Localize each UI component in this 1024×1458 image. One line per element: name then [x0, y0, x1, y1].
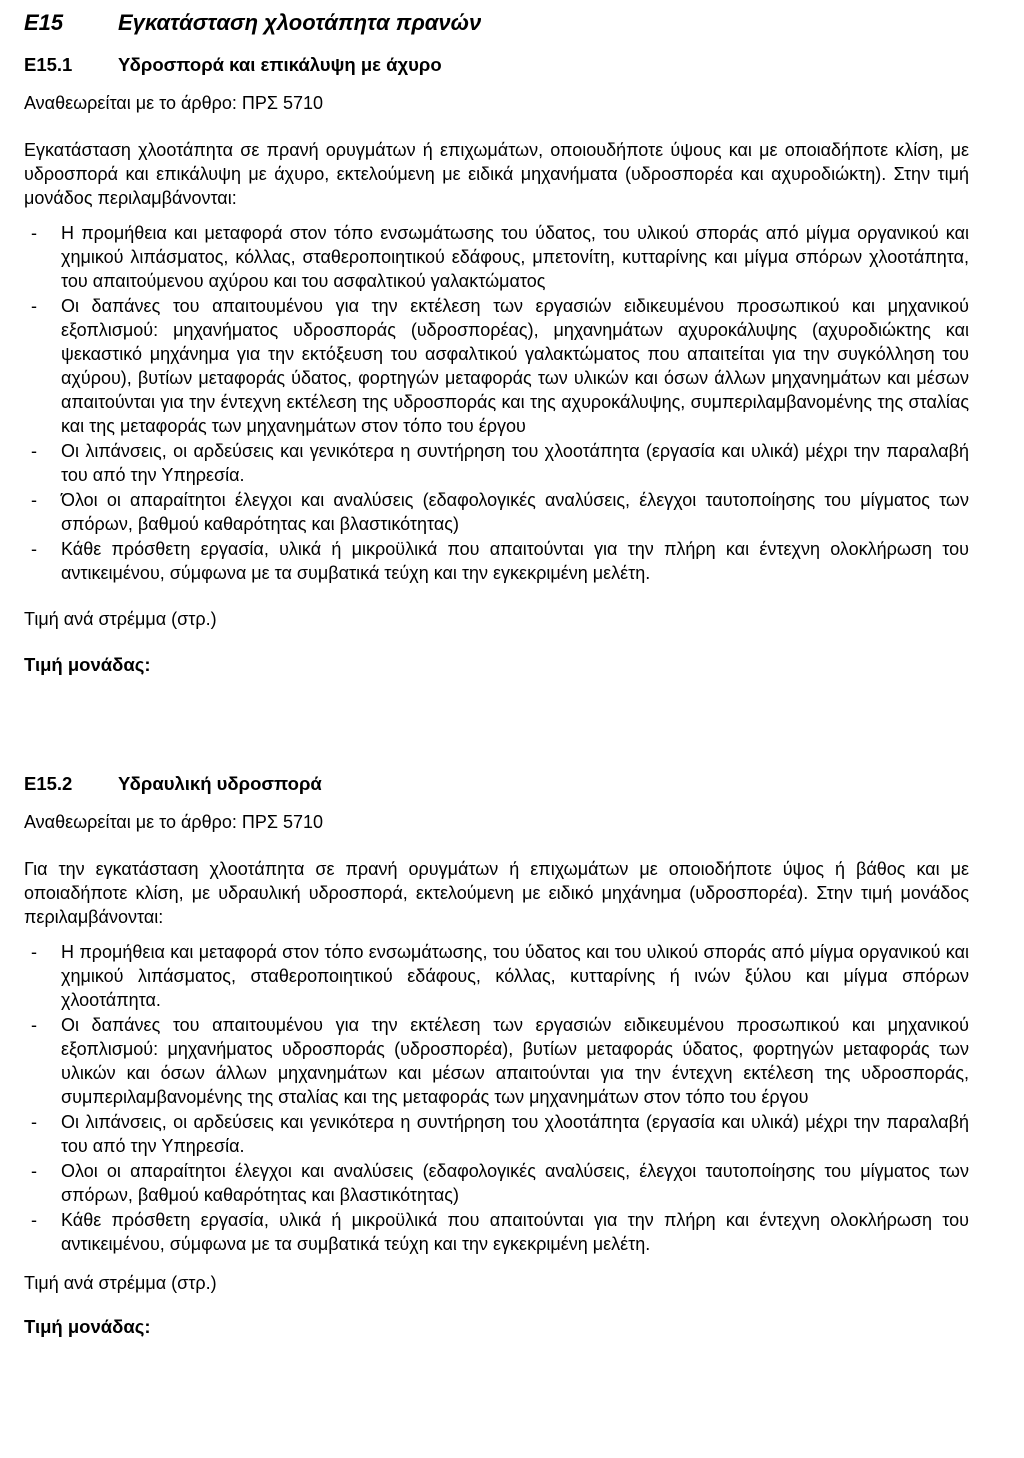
dash-bullet: - — [31, 942, 37, 962]
document-page — [24, 8, 969, 1339]
list-item: - Οι δαπάνες του απαιτουμένου για την εκτέλεση των εργασιών ειδικευμένου προσωπικού και μηχανικού εξοπλισμού: μηχανήματος υδροσποράς (υδροσπορέα), βυτίων μεταφοράς ύδατος, φορτηγών μεταφοράς των υλικών και όσων άλλων μηχανημάτων και μέσων απαιτούνται για την έντεχνη εκτέλεση της υδροσποράς, συμπεριλαμβανομένης της σταλίας και της μεταφοράς των μηχανημάτων στον τόπο του έργου — [24, 1013, 969, 1109]
included-items-list — [24, 940, 969, 1256]
section-code: E15.2 — [24, 773, 73, 794]
unit-of-measure: Τιμή ανά στρέμμα (στρ.) — [24, 609, 217, 629]
section-e15-2 — [24, 769, 969, 1339]
section-heading — [24, 50, 969, 80]
chapter-title: Εγκατάσταση χλοοτάπητα πρανών — [118, 10, 482, 35]
list-item: - Η προμήθεια και μεταφορά στον τόπο ενσωμάτωσης, του ύδατος και του υλικού σποράς από μίγμα οργανικού και χημικού λιπάσματος, σταθεροποιητικού εδάφους, κόλλας, κυτταρίνης ή ινών ξύλου και μίγμα σπόρων χλοοτάπητα. — [24, 940, 969, 1012]
list-item: - Όλοι οι απαραίτητοι έλεγχοι και αναλύσεις (εδαφολογικές αναλύσεις, έλεγχοι ταυτοποίησης του μίγματος των σπόρων, βαθμού καθαρότητας και βλαστικότητας) — [24, 488, 969, 536]
dash-bullet: - — [31, 539, 37, 559]
dash-bullet: - — [31, 296, 37, 316]
dash-bullet: - — [31, 1161, 37, 1181]
list-item: - Κάθε πρόσθετη εργασία, υλικά ή μικροϋλικά που απαιτούνται για την πλήρη και έντεχνη ολοκλήρωση του αντικειμένου, σύμφωνα με τα συμβατικά τεύχη και την εγκεκριμένη μελέτη. — [24, 1208, 969, 1256]
section-intro: Εγκατάσταση χλοοτάπητα σε πρανή ορυγμάτων ή επιχωμάτων, οποιουδήποτε ύψους και με οποιαδήποτε κλίση, με υδροσπορά και επικάλυψη με άχυρο, εκτελούμενη με ειδικά μηχανήματα (υδροσπορέα και αχυροδιώκτη). Στην τιμή μονάδος περιλαμβάνονται: — [24, 140, 969, 208]
chapter-heading — [24, 8, 969, 38]
dash-bullet: - — [31, 441, 37, 461]
section-spacer — [24, 677, 969, 755]
section-title: Υδροσπορά και επικάλυψη με άχυρο — [118, 54, 442, 75]
dash-bullet: - — [31, 223, 37, 243]
included-items-list — [24, 221, 969, 585]
list-item: - Κάθε πρόσθετη εργασία, υλικά ή μικροϋλικά που απαιτούνται για την πλήρη και έντεχνη ολοκλήρωση του αντικειμένου, σύμφωνα με τα συμβατικά τεύχη και την εγκεκριμένη μελέτη. — [24, 537, 969, 585]
section-code: E15.1 — [24, 54, 73, 75]
section-intro: Για την εγκατάσταση χλοοτάπητα σε πρανή ορυγμάτων ή επιχωμάτων με οποιοδήποτε ύψος ή βάθος και με οποιαδήποτε κλίση, με υδραυλική υδροσπορά, εκτελούμενη με ειδικό μηχάνημα (υδροσπορέα). Στην τιμή μονάδος περιλαμβάνονται: — [24, 859, 969, 927]
section-title: Υδραυλική υδροσπορά — [118, 773, 322, 794]
revision-reference: Αναθεωρείται με το άρθρο: ΠΡΣ 5710 — [24, 812, 324, 832]
unit-price-label: Τιμή μονάδας: — [24, 1316, 151, 1337]
list-item: - Οι λιπάνσεις, οι αρδεύσεις και γενικότερα η συντήρηση του χλοοτάπητα (εργασία και υλικά) μέχρι την παραλαβή του από την Υπηρεσία. — [24, 439, 969, 487]
list-item: - Οι λιπάνσεις, οι αρδεύσεις και γενικότερα η συντήρηση του χλοοτάπητα (εργασία και υλικά) μέχρι την παραλαβή του από την Υπηρεσία. — [24, 1110, 969, 1158]
list-item: - Οι δαπάνες του απαιτουμένου για την εκτέλεση των εργασιών ειδικευμένου προσωπικού και μηχανικού εξοπλισμού: μηχανήματος υδροσποράς (υδροσπορέας), μηχανημάτων αχυροκάλυψης (αχυροδιώκτης και ψεκαστικό μηχάνημα για την εκτόξευση του ασφαλτικού γαλακτώματος που απαιτείται για την συγκόλληση του αχύρου), βυτίων μεταφοράς ύδατος, φορτηγών μεταφοράς των υλικών και όσων άλλων μηχανημάτων και μέσων απαιτούνται για την έντεχνη εκτέλεση της υδροσποράς και της αχυροκάλυψης, συμπεριλαμβανομένης της σταλίας και της μεταφοράς των μηχανημάτων στον τόπο του έργου — [24, 294, 969, 438]
chapter-code: E15 — [24, 10, 64, 35]
list-item: - Η προμήθεια και μεταφορά στον τόπο ενσωμάτωσης του ύδατος, του υλικού σποράς από μίγμα οργανικού και χημικού λιπάσματος, κόλλας, σταθεροποιητικού εδάφους, μπετονίτη, κυτταρίνης και μίγμα σπόρων χλοοτάπητα, του απαιτούμενου αχύρου και του ασφαλτικού γαλακτώματος — [24, 221, 969, 293]
list-item: - Ολοι οι απαραίτητοι έλεγχοι και αναλύσεις (εδαφολογικές αναλύσεις, έλεγχοι ταυτοποίησης του μίγματος των σπόρων, βαθμού καθαρότητας και βλαστικότητας) — [24, 1159, 969, 1207]
section-e15-1 — [24, 50, 969, 677]
dash-bullet: - — [31, 1112, 37, 1132]
revision-reference: Αναθεωρείται με το άρθρο: ΠΡΣ 5710 — [24, 93, 324, 113]
dash-bullet: - — [31, 1210, 37, 1230]
unit-of-measure: Τιμή ανά στρέμμα (στρ.) — [24, 1273, 217, 1293]
dash-bullet: - — [31, 490, 37, 510]
section-heading — [24, 769, 969, 799]
unit-price-label: Τιμή μονάδας: — [24, 654, 151, 675]
dash-bullet: - — [31, 1015, 37, 1035]
